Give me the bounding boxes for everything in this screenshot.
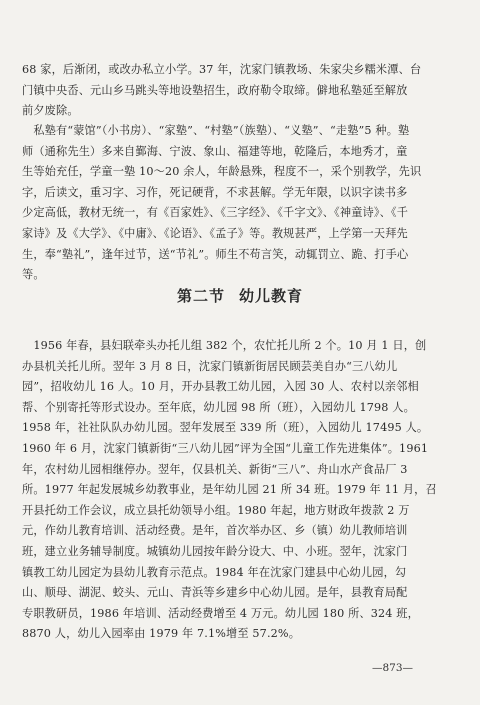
paragraph-private-school-types (22, 121, 458, 286)
text-line: 1960 年 6 月，沈家门镇新街“三八幼儿园”评为全国“儿童工作先进集体”。1961 (22, 441, 429, 455)
text-line: 少定高低，教材无统一，有《百家姓》、《三字经》、《千字文》、《神童诗》、《千 (22, 206, 409, 220)
text-line: 办县机关托儿所。翌年 3 月 8 日，沈家门镇新街居民顾芸美自办“三八幼儿 (22, 359, 398, 373)
text-line: 1956 年春，县妇联牵头办托儿组 382 个，农忙托儿所 2 个。10 月 1 日，创 (22, 339, 427, 352)
section-number: 第二节 (176, 287, 225, 305)
paragraph-private-schools-end (22, 60, 458, 122)
text-line: 68 家，后渐闭，或改办私立小学。37 年，沈家门镇教场、朱家尖乡糯米潭、台 (22, 63, 422, 76)
text-line: 8870 人，幼儿入园率由 1979 年 7.1%增至 57.2%。 (22, 627, 301, 641)
section-heading (0, 285, 480, 306)
text-line: 专职教研员，1986 年培训、活动经费增至 4 万元。幼儿园 180 所、324 班， (22, 606, 419, 620)
text-line: 山、顺母、湖泥、蛟头、元山、青浜等乡建乡中心幼儿园。是年，县教育局配 (22, 586, 408, 600)
page-number: —873— (372, 662, 414, 674)
text-line: 所。1977 年起发展城乡幼教事业，是年幼儿园 21 所 34 班。1979 年 11 月，召 (22, 483, 437, 497)
text-line: 等。 (22, 268, 45, 282)
text-line: 家诗》及《大学》、《中庸》、《论语》、《孟子》等。教规甚严，上学第一天拜先 (22, 226, 408, 240)
text-line: 师（通称先生）多来自鄞海、宁波、象山、福建等地，乾隆后，本地秀才，童 (22, 144, 408, 158)
text-line: 园”，招收幼儿 16 人。10 月，开办县教工幼儿园，入园 30 人、农村以亲邻相 (22, 380, 419, 394)
text-line: 班，建立业务辅导制度。城镇幼儿园按年龄分设大、中、小班。翌年，沈家门 (22, 544, 408, 558)
text-line: 元，作幼儿教育培训、活动经费。是年，首次举办区、乡（镇）幼儿教师培训 (22, 524, 408, 538)
section-title: 幼儿教育 (239, 287, 304, 305)
paragraph-preschool-education (22, 336, 458, 645)
text-line: 1958 年，社社队队办幼儿园。翌年发展至 339 所（班），入园幼儿 17495 人。 (22, 421, 429, 435)
text-line: 年，农村幼儿园相继停办。翌年，仅县机关、新街“三八”、舟山水产食品厂 3 (22, 462, 408, 476)
text-line: 字，后读文，重习字、习作，死记硬背，不求甚解。学无年限，以识字读书多 (22, 185, 408, 199)
text-line: 门镇中央岙、元山乡马跳头等地设塾招生，政府勒令取缔。僻地私塾延至解放 (22, 83, 408, 97)
text-line: 私塾有“蒙馆”（小书房）、“家塾”、“村塾”（族塾）、“义塾”、“走塾”5 种。塾 (22, 124, 410, 137)
text-line: 帮、个别寄托等形式设办。至年底，幼儿园 98 所（班），入园幼儿 1798 人。 (22, 400, 415, 414)
text-line: 生，奉“塾礼”，逢年过节，送“节礼”。师生不苟言笑，动辄罚立、跪、打手心 (22, 247, 409, 261)
text-line: 前夕废除。 (22, 104, 79, 118)
text-line: 生等始充任，学童一塾 10～20 余人，年龄悬殊，程度不一，采个别教学，先识 (22, 165, 422, 179)
text-line: 开县托幼工作会议，成立县托幼领导小组。1980 年起，地方财政年拨款 2 万 (22, 503, 410, 517)
text-line: 镇教工幼儿园定为县幼儿教育示范点。1984 年在沈家门建县中心幼儿园，勾 (22, 565, 407, 579)
